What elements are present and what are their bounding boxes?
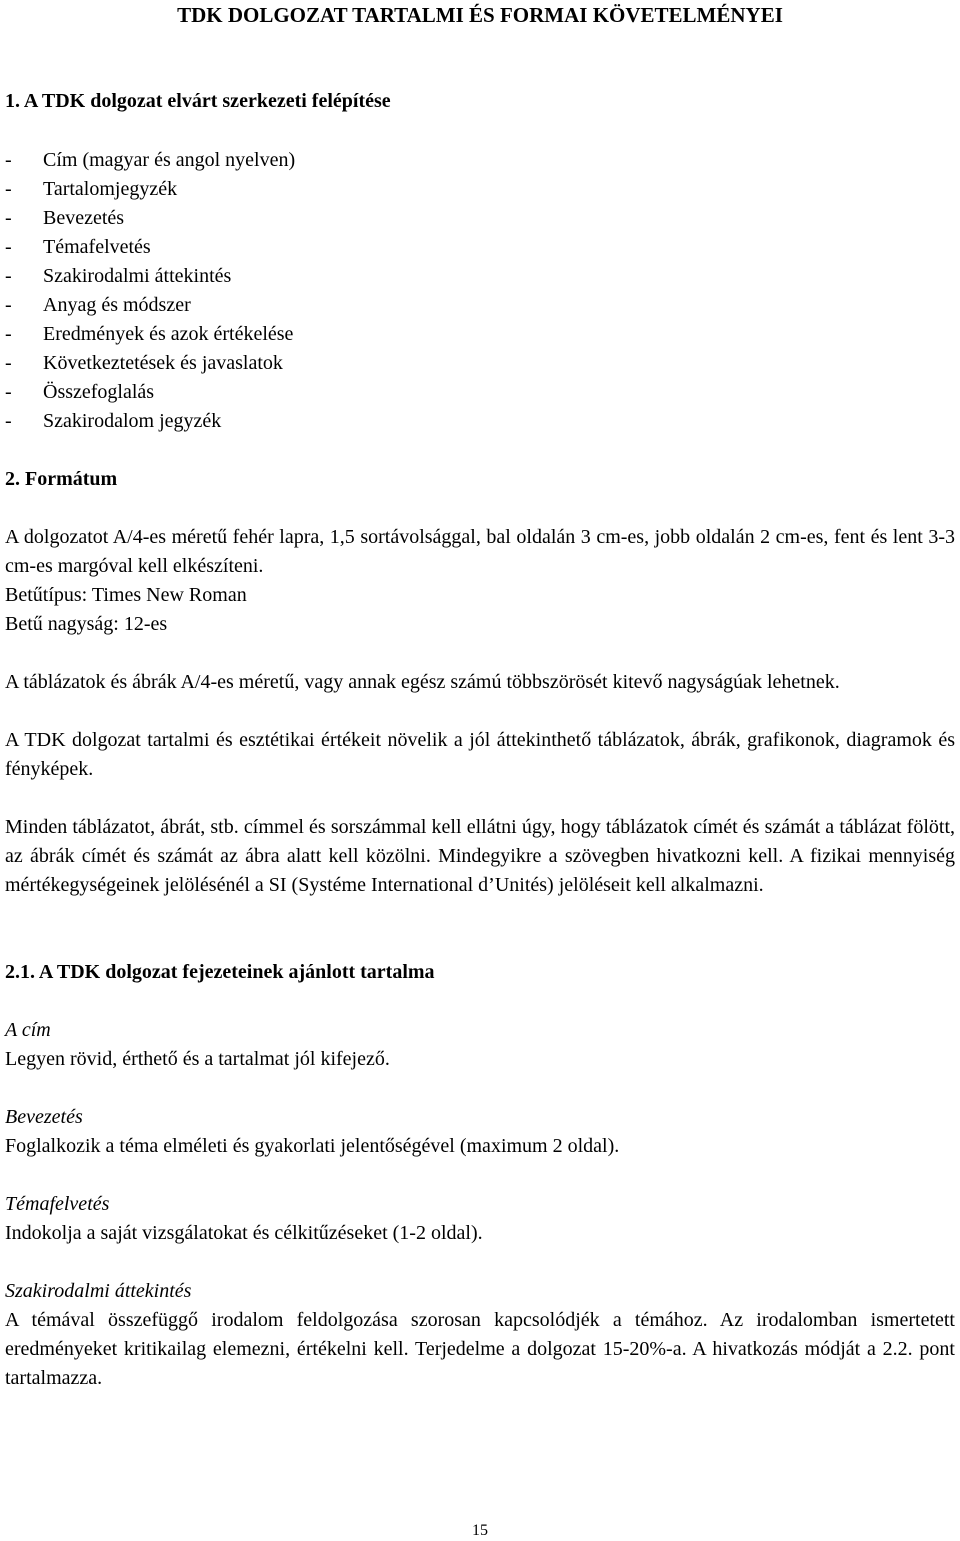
list-item: - Eredmények és azok értékelése (5, 323, 294, 345)
tables-size-paragraph: A táblázatok és ábrák A/4-es méretű, vagy annak egész számú többszörösét kitevő nagyságúak lehetnek. (5, 671, 840, 693)
subheading-topic: Témafelvetés (5, 1193, 110, 1215)
introduction-text: Foglalkozik a téma elméleti és gyakorlati jelentőségével (maximum 2 oldal). (5, 1135, 620, 1157)
list-item: - Következtetések és javaslatok (5, 352, 283, 374)
document-title: TDK DOLGOZAT TARTALMI ÉS FORMAI KÖVETELMÉNYEI (177, 3, 783, 27)
section-2-heading: 2. Formátum (5, 468, 118, 490)
literature-review-text: A témával összefüggő irodalom feldolgozása szorosan kapcsolódjék a témához. Az irodalomban ismertetett eredményeket kritikailag elemezni, értékelni kell. Terjedelme a dolgozat 15-20%-a. A hivatkozás módját a 2.2. pont tartalmazza. (5, 1309, 955, 1389)
subheading-literature-review: Szakirodalmi áttekintés (5, 1280, 192, 1302)
structure-list (5, 146, 295, 436)
font-size-line: Betű nagyság: 12-es (5, 613, 168, 635)
list-item: - Anyag és módszer (5, 294, 191, 316)
subheading-introduction: Bevezetés (5, 1106, 83, 1128)
subheading-title: A cím (5, 1019, 51, 1041)
format-paragraph: A dolgozatot A/4-es méretű fehér lapra, 1,5 sortávolsággal, bal oldalán 3 cm-es, jobb oldalán 2 cm-es, fent és lent 3-3 cm-es margóval kell elkészíteni. (5, 526, 955, 577)
section-1-heading: 1. A TDK dolgozat elvárt szerkezeti felépítése (5, 90, 391, 112)
captions-paragraph: Minden táblázatot, ábrát, stb. címmel és sorszámmal kell ellátni úgy, hogy táblázatok címét és számát a táblázat fölött, az ábrák címét és számát az ábra alatt kell közölni. Mindegyikre a szövegben hivatkozni kell. A fizikai mennyiség mértékegységeinek jelölésénél a SI (Systéme International d’Unités) jelöléseit kell alkalmazni. (5, 816, 955, 896)
font-type-line: Betűtípus: Times New Roman (5, 584, 247, 606)
list-item: - Szakirodalom jegyzék (5, 410, 222, 432)
list-item: - Témafelvetés (5, 236, 151, 258)
list-item: - Összefoglalás (5, 381, 155, 403)
page-number: 15 (472, 1522, 488, 1539)
aesthetics-paragraph: A TDK dolgozat tartalmi és esztétikai értékeit növelik a jól áttekinthető táblázatok, ábrák, grafikonok, diagramok és fényképek. (5, 729, 955, 780)
list-item: - Bevezetés (5, 207, 125, 229)
list-item: - Szakirodalmi áttekintés (5, 265, 232, 287)
title-text: Legyen rövid, érthető és a tartalmat jól kifejező. (5, 1048, 390, 1070)
topic-text: Indokolja a saját vizsgálatokat és célkitűzéseket (1-2 oldal). (5, 1222, 483, 1244)
list-item: - Tartalomjegyzék (5, 178, 178, 200)
list-item: - Cím (magyar és angol nyelven) (5, 149, 296, 171)
section-2-1-heading: 2.1. A TDK dolgozat fejezeteinek ajánlott tartalma (5, 961, 435, 983)
